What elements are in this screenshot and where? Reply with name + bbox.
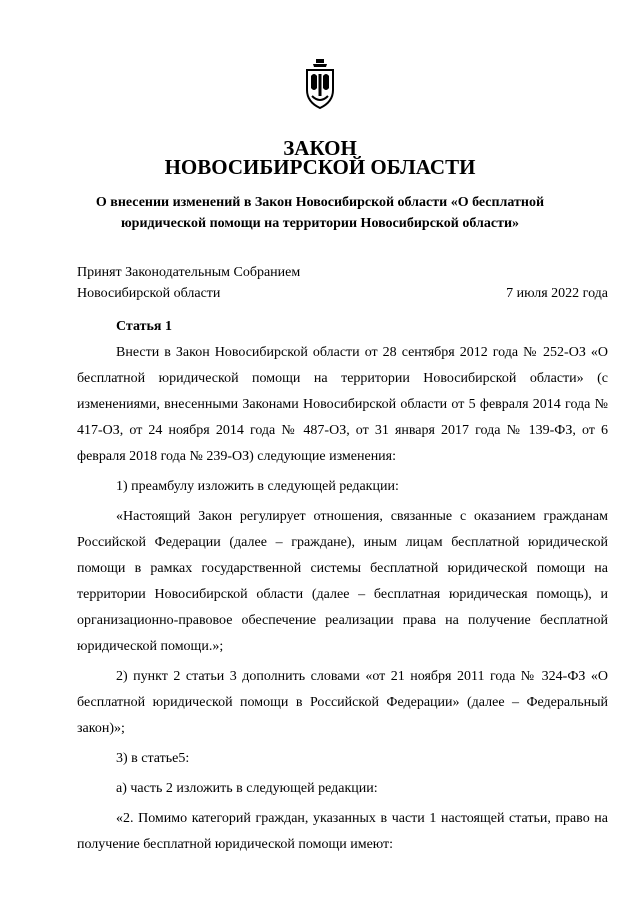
coat-of-arms-icon [300, 58, 340, 110]
paragraph: «Настоящий Закон регулирует отношения, связанные с оказанием гражданам Российской Федерации (далее – граждане), иным лицам бесплатной юридической помощи в рамках государственной системы бесплатной юридической помощи на территории Новосибирской области (далее – бесплатная юридическая помощь), и организационно-правовое обеспечение реализации права на получение бесплатной юридической помощи.»; [77, 509, 608, 654]
document-subtitle [60, 192, 580, 234]
paragraph: «2. Помимо категорий граждан, указанных в части 1 настоящей статьи, право на получение бесплатной юридической помощи имеют: [77, 811, 608, 852]
document-title-region: НОВОСИБИРСКОЙ ОБЛАСТИ [164, 155, 476, 179]
article-body [77, 340, 608, 862]
subtitle-line: О внесении изменений в Закон Новосибирской области «О бесплатной [95, 195, 545, 210]
paragraph: 2) пункт 2 статьи 3 дополнить словами «от 21 ноября 2011 года № 324-ФЗ «О бесплатной юридической помощи в Российской Федерации» (далее – Федеральный закон)»; [77, 669, 608, 736]
adoption-date: 7 июля 2022 года [506, 286, 608, 301]
paragraph: 3) в статье5: [116, 751, 190, 766]
document-title: ЗАКОН [283, 136, 357, 160]
subtitle-line: юридической помощи на территории Новосибирской области» [120, 216, 520, 231]
adopted-line: Принят Законодательным Собранием [77, 265, 301, 280]
paragraph: Внести в Закон Новосибирской области от 28 сентября 2012 года № 252-ОЗ «О бесплатной юридической помощи на территории Новосибирской области» (с изменениями, внесенными Законами Новосибирской области от 5 февраля 2014 года № 417-ОЗ, от 24 ноября 2014 года № 487-ОЗ, от 31 января 2017 года № 139-ФЗ, от 6 февраля 2018 года № 239-ОЗ) следующие изменения: [77, 345, 608, 464]
article-heading: Статья 1 [116, 319, 172, 334]
paragraph: а) часть 2 изложить в следующей редакции: [116, 781, 378, 796]
adopted-line: Новосибирской области [77, 286, 221, 301]
paragraph: 1) преамбулу изложить в следующей редакции: [116, 479, 399, 494]
adopted-by [77, 262, 300, 304]
